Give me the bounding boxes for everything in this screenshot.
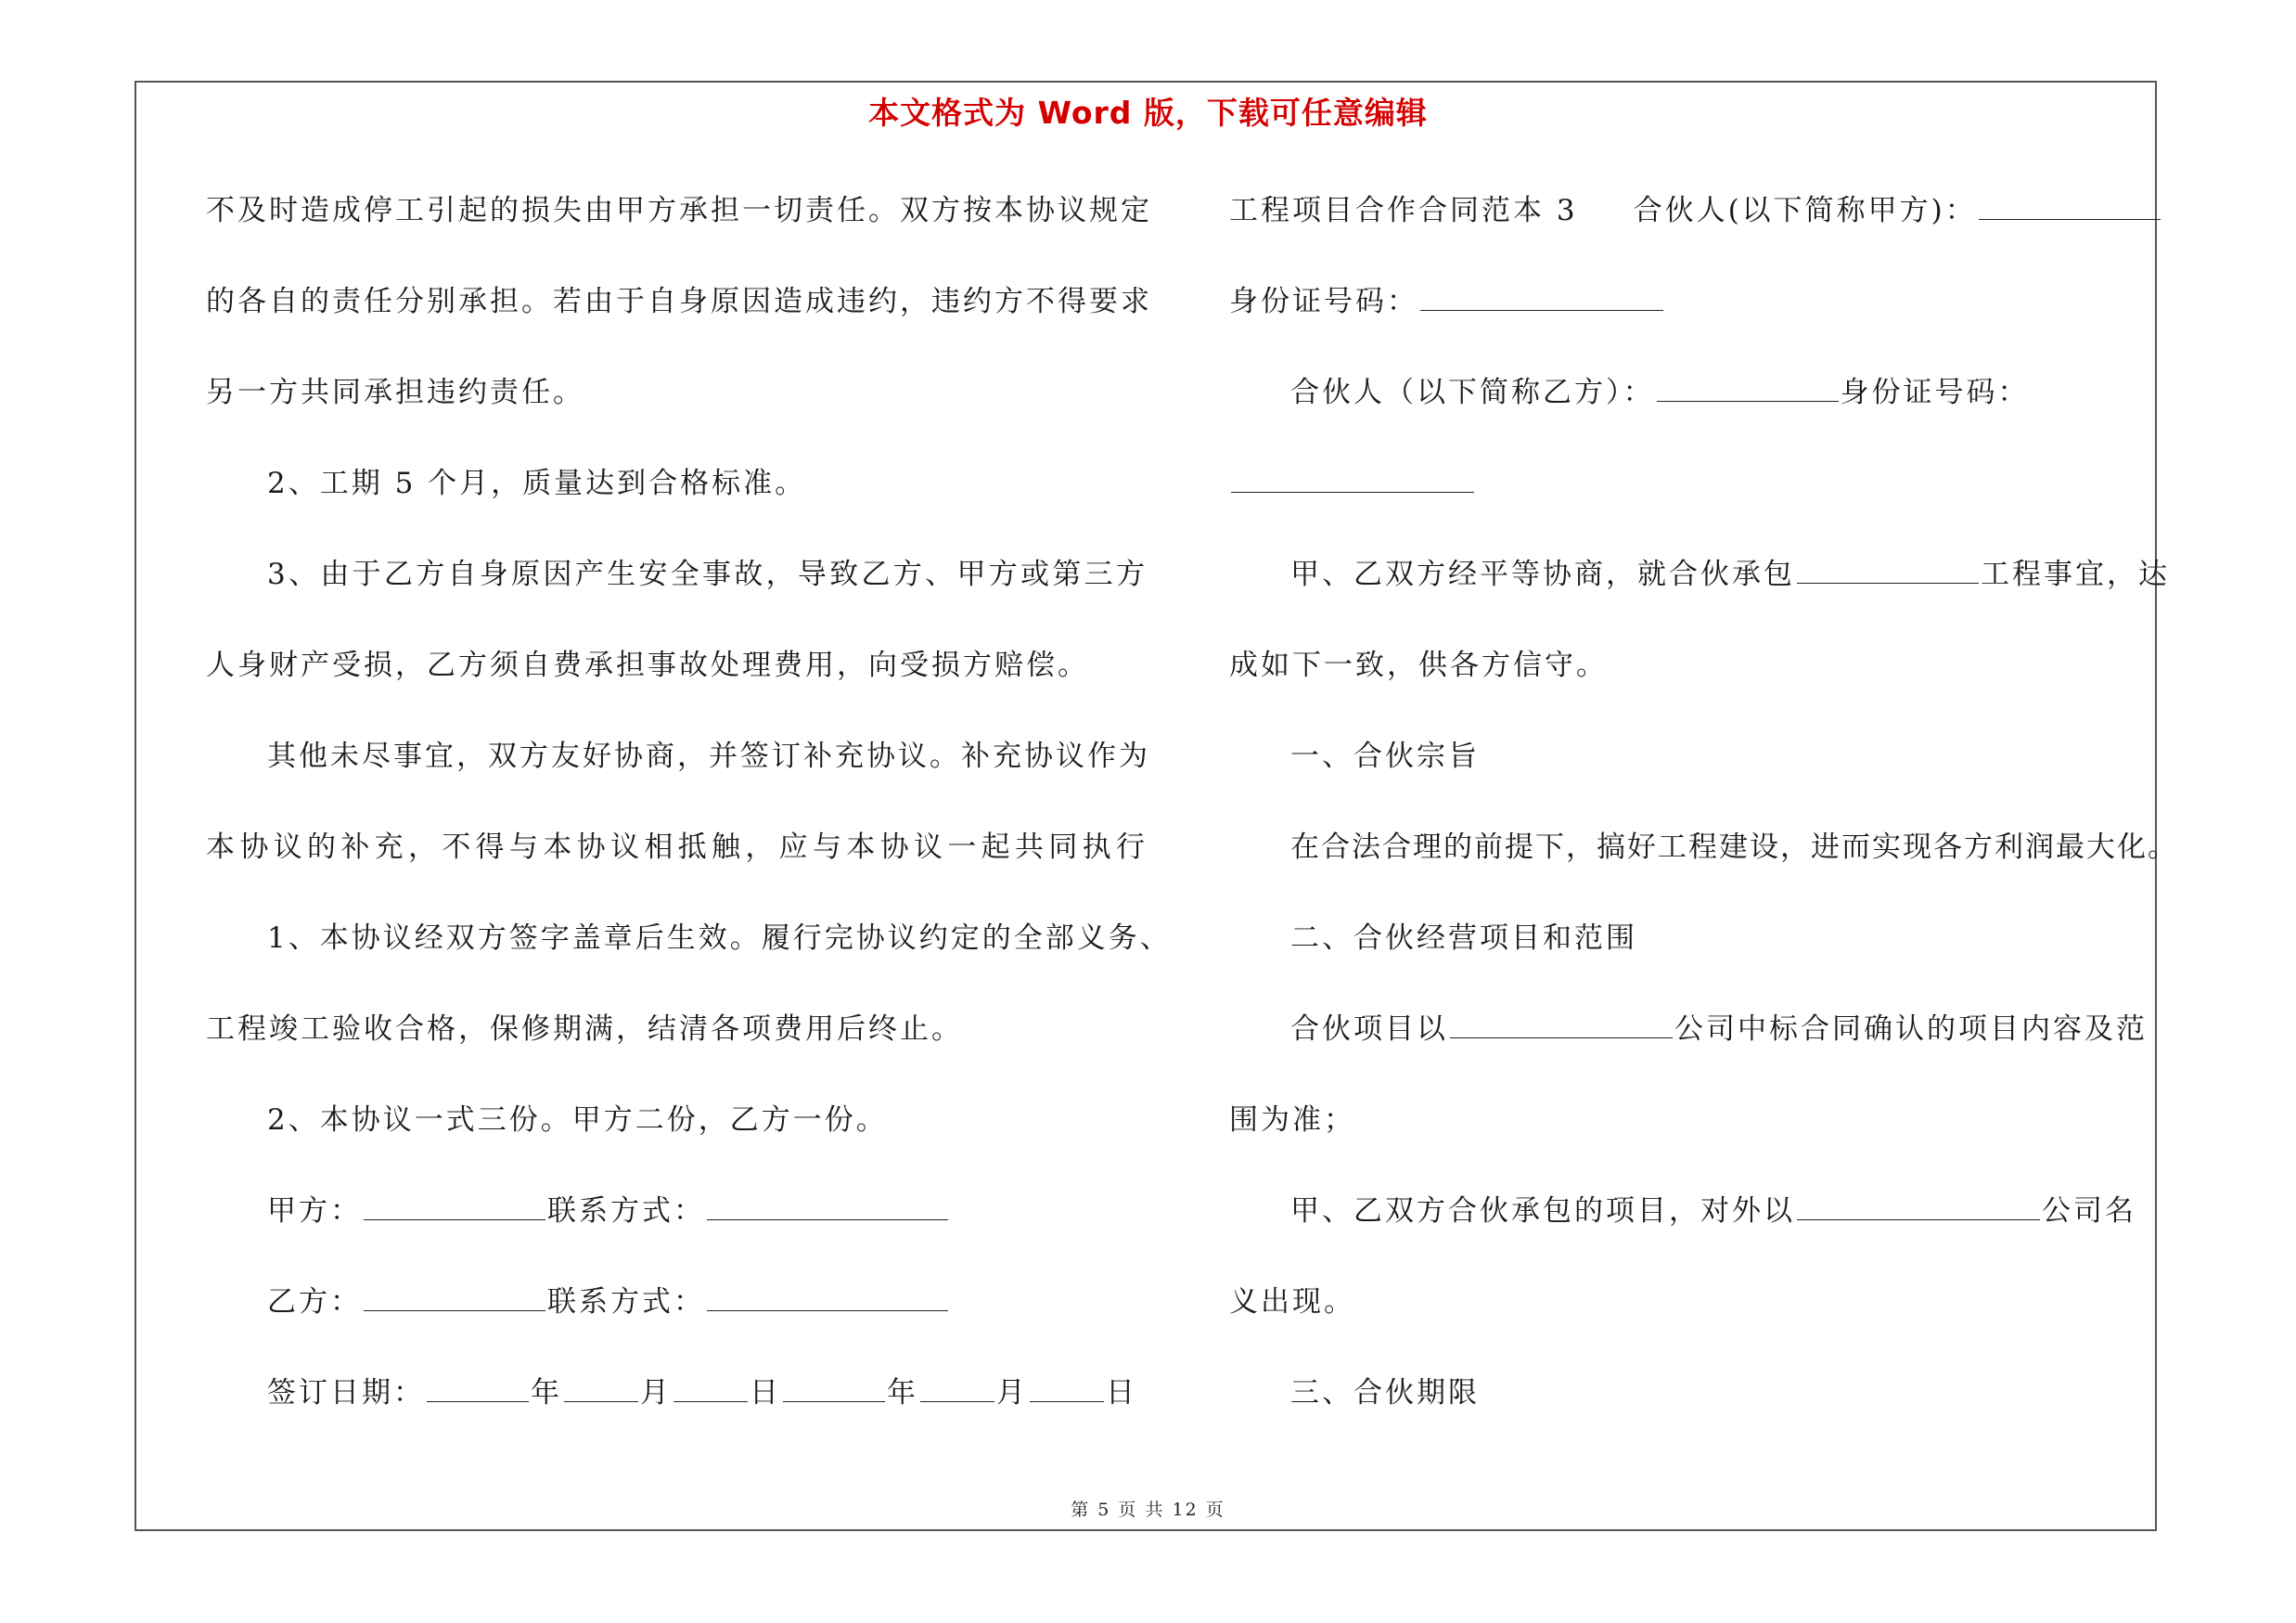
party-b-contact-blank[interactable] [707,1286,948,1311]
section-heading: 二、合伙经营项目和范围 [1290,921,1637,955]
paragraph-line: 2、工期 5 个月，质量达到合格标准。 [267,467,807,500]
paragraph-text: 公司名 [2042,1194,2136,1228]
year-blank[interactable] [783,1377,885,1402]
year-label: 年 [887,1376,918,1410]
sign-date-label: 签订日期： [267,1376,425,1410]
paragraph-line: 围为准； [1229,1103,1355,1137]
id-blank-line [1229,455,2155,546]
day-blank[interactable] [673,1377,748,1402]
paragraph-line: 的各自的责任分别承担。若由于自身原因造成违约，违约方不得要求 [206,285,1152,318]
month-blank[interactable] [564,1377,638,1402]
partner-a-label: 合伙人(以下简称甲方)： [1633,194,1977,227]
paragraph-line [1229,546,2170,637]
page-number: 第 5 页 共 12 页 [1071,1500,1225,1520]
id-blank[interactable] [1420,286,1663,311]
party-a-line [206,1182,1148,1273]
month-blank[interactable] [920,1377,994,1402]
paragraph-line: 人身财产受损，乙方须自费承担事故处理费用，向受损方赔偿。 [206,649,1089,682]
month-label: 月 [640,1376,672,1410]
month-label: 月 [996,1376,1028,1410]
party-a-contact-blank[interactable] [707,1195,948,1220]
contract-title: 工程项目合作合同范本 3 [1229,194,1578,227]
paragraph-text: 甲、乙双方合伙承包的项目，对外以 [1290,1194,1795,1228]
left-column [206,182,1172,1455]
paragraph-text: 合伙项目以 [1290,1012,1448,1046]
sign-date-line [206,1364,1148,1455]
paragraph-line: 其他未尽事宜，双方友好协商，并签订补充协议。补充协议作为 [267,740,1150,773]
paragraph-line: 义出现。 [1229,1285,1355,1319]
partner-a-blank[interactable] [1979,195,2161,220]
company-blank[interactable] [1450,1013,1673,1038]
paragraph-text: 工程事宜，达 [1981,558,2170,591]
paragraph-line [1229,1000,2155,1091]
paragraph-line: 另一方共同承担违约责任。 [206,376,584,409]
party-b-blank[interactable] [364,1286,545,1311]
party-a-label: 甲方： [267,1194,362,1228]
contact-label: 联系方式： [547,1285,705,1319]
day-blank[interactable] [1030,1377,1104,1402]
paragraph-text: 公司中标合同确认的项目内容及范 [1674,1012,2148,1046]
contract-title-line [1229,182,2155,273]
paragraph-text: 甲、乙双方经平等协商，就合伙承包 [1290,558,1795,591]
partner-b-label: 合伙人（以下简称乙方）： [1290,376,1655,409]
paragraph-line: 本协议的补充，不得与本协议相抵触，应与本协议一起共同执行 [206,831,1148,864]
paragraph-line: 3、由于乙方自身原因产生安全事故，导致乙方、甲方或第三方 [267,558,1148,591]
party-a-blank[interactable] [364,1195,545,1220]
id-line [1229,273,2155,364]
paragraph-line: 在合法合理的前提下，搞好工程建设，进而实现各方利润最大化。 [1290,831,2178,864]
id-label: 身份证号码： [1229,285,1418,318]
party-b-line [206,1273,1148,1364]
paragraph-line: 成如下一致，供各方信守。 [1229,649,1608,682]
day-label: 日 [1106,1376,1137,1410]
partner-b-line [1229,364,2155,455]
paragraph-line: 不及时造成停工引起的损失由甲方承担一切责任。双方按本协议规定 [206,194,1152,227]
partner-b-blank[interactable] [1657,377,1839,402]
partner-b-id-blank[interactable] [1231,468,1474,493]
party-b-label: 乙方： [267,1285,362,1319]
paragraph-line: 1、本协议经双方签字盖章后生效。履行完协议约定的全部义务、 [267,921,1172,955]
format-banner: 本文格式为 Word 版，下载可任意编辑 [868,95,1428,131]
section-heading: 一、合伙宗旨 [1290,740,1480,773]
project-blank[interactable] [1797,559,1979,584]
paragraph-line: 2、本协议一式三份。甲方二份，乙方一份。 [267,1103,888,1137]
company-name-blank[interactable] [1797,1195,2040,1220]
day-label: 日 [750,1376,781,1410]
section-heading: 三、合伙期限 [1290,1376,1480,1410]
year-blank[interactable] [427,1377,529,1402]
paragraph-line: 工程竣工验收合格，保修期满，结清各项费用后终止。 [206,1012,963,1046]
paragraph-line [1229,1182,2155,1273]
right-column [1229,182,2178,1455]
contact-label: 联系方式： [547,1194,705,1228]
id-label: 身份证号码： [1840,376,2030,409]
year-label: 年 [531,1376,562,1410]
